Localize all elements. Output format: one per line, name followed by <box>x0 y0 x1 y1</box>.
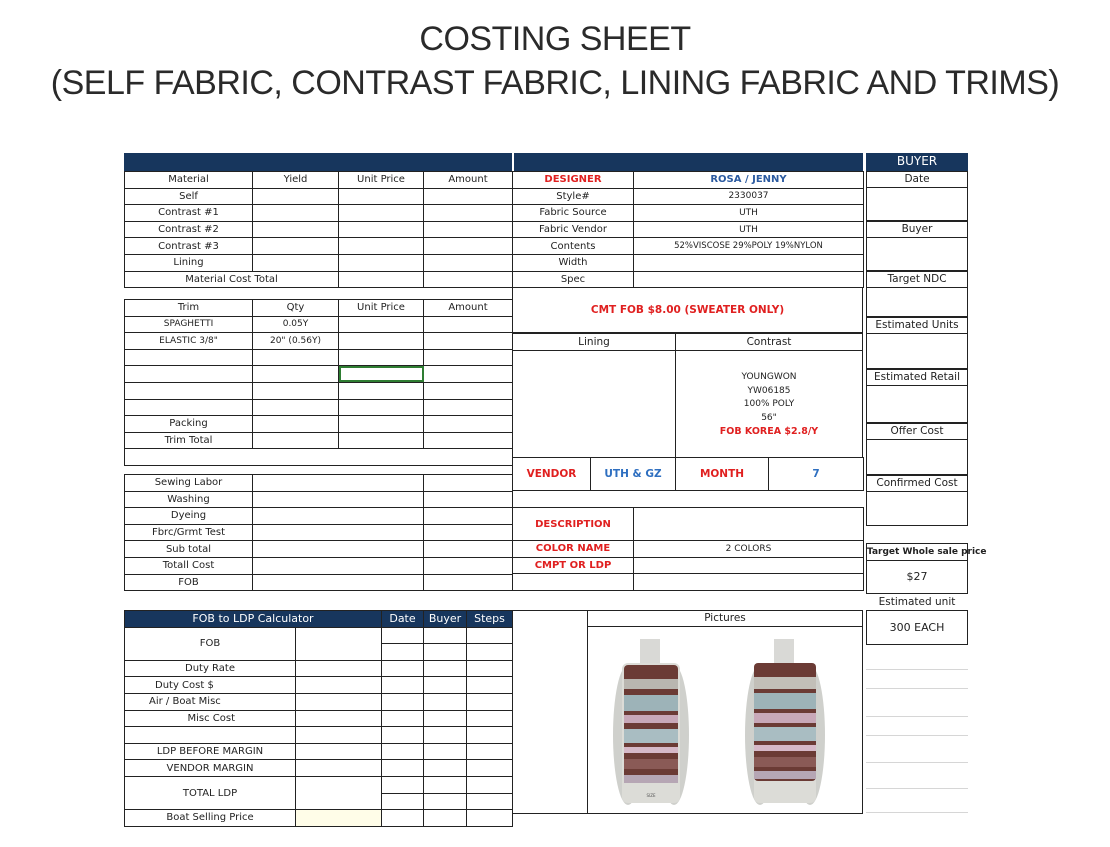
trim-cell[interactable] <box>339 349 424 366</box>
spec-value[interactable] <box>634 271 864 288</box>
calc-steps-header: Steps <box>467 611 513 628</box>
trim-cell[interactable] <box>424 366 513 383</box>
material-row-label: Self <box>125 188 253 205</box>
grid-line <box>866 688 968 689</box>
offer-cost-label-cell <box>866 423 968 440</box>
labor-label: Dyeing <box>125 508 253 525</box>
labor-label: Totall Cost <box>125 557 253 574</box>
pictures-header <box>587 610 863 627</box>
contrast-code: YW06185 <box>747 385 791 396</box>
labor-cell[interactable] <box>424 524 513 541</box>
estimated-unit-value-cell[interactable] <box>866 610 968 645</box>
sweater-image-1 <box>594 637 704 813</box>
material-row-label: Contrast #3 <box>125 238 253 255</box>
trim-qty[interactable]: 0.05Y <box>253 316 339 333</box>
material-cell[interactable] <box>253 238 339 255</box>
cmt-fob-box <box>512 287 863 333</box>
grid-line <box>866 669 968 670</box>
material-cell[interactable] <box>253 254 339 271</box>
calc-cell[interactable] <box>296 727 382 744</box>
trim-table <box>124 299 513 466</box>
lining-area[interactable] <box>512 350 676 458</box>
target-wholesale-value: $27 <box>906 570 928 583</box>
target-wholesale-label: Target Whole sale price <box>867 547 987 557</box>
calc-cell[interactable] <box>467 793 513 810</box>
labor-cell[interactable] <box>253 541 424 558</box>
trim-cell[interactable] <box>125 399 253 416</box>
calc-cell[interactable] <box>125 727 296 744</box>
calc-cell[interactable] <box>424 710 467 727</box>
calc-cell[interactable] <box>424 743 467 760</box>
calc-cell[interactable] <box>382 793 424 810</box>
calc-cell[interactable] <box>424 760 467 777</box>
info-label: Fabric Vendor <box>513 221 634 238</box>
yield-col-header: Yield <box>253 172 339 189</box>
calc-cell[interactable] <box>296 693 382 710</box>
trim-qty[interactable]: 20" (0.56Y) <box>253 333 339 350</box>
cmpt-ldp-value[interactable] <box>634 557 864 574</box>
trim-cell[interactable] <box>339 416 424 433</box>
calc-label: Duty Cost $ <box>125 677 296 694</box>
trim-cell[interactable] <box>125 366 253 383</box>
material-cell[interactable] <box>253 188 339 205</box>
contrast-mill: YOUNGWON <box>741 372 797 382</box>
info-label: Fabric Source <box>513 205 634 222</box>
boat-selling-price-cell[interactable] <box>296 810 382 827</box>
labor-cell[interactable] <box>424 491 513 508</box>
material-cell[interactable] <box>253 221 339 238</box>
calc-cell[interactable] <box>424 644 467 661</box>
info-label: Style# <box>513 188 634 205</box>
amount-col-header: Amount <box>424 300 513 317</box>
lining-label: Lining <box>578 336 610 348</box>
calc-cell[interactable] <box>382 727 424 744</box>
calc-cell[interactable] <box>296 760 382 777</box>
target-ndc-label-cell <box>866 271 968 288</box>
material-cell[interactable] <box>253 205 339 222</box>
calc-label: VENDOR MARGIN <box>125 760 296 777</box>
calculator-title: FOB to LDP Calculator <box>125 611 382 628</box>
fabric-contents[interactable]: 52%VISCOSE 29%POLY 19%NYLON <box>634 238 864 255</box>
calc-cell[interactable] <box>382 710 424 727</box>
month-value[interactable]: 7 <box>769 458 864 491</box>
calc-cell[interactable] <box>467 677 513 694</box>
calc-label: Boat Selling Price <box>125 810 296 827</box>
calc-cell[interactable] <box>296 627 382 660</box>
material-table <box>124 171 513 288</box>
labor-cell[interactable] <box>424 574 513 591</box>
fabric-width[interactable] <box>634 254 864 271</box>
trim-cell[interactable] <box>253 416 339 433</box>
buyer-buyer-value[interactable] <box>866 237 968 271</box>
trim-total-label: Trim Total <box>125 432 253 449</box>
qty-col-header: Qty <box>253 300 339 317</box>
trim-name: ELASTIC 3/8" <box>125 333 253 350</box>
buyer-label: Date <box>904 173 930 185</box>
estimated-units-value[interactable] <box>866 333 968 369</box>
color-name-label: COLOR NAME <box>513 541 634 558</box>
calc-cell[interactable] <box>382 644 424 661</box>
contrast-header <box>675 333 863 351</box>
trim-col-header: Trim <box>125 300 253 317</box>
material-cell[interactable] <box>424 188 513 205</box>
description-value[interactable] <box>634 508 864 541</box>
confirmed-cost-value[interactable] <box>866 491 968 526</box>
material-header-bar <box>124 153 512 171</box>
calc-cell[interactable] <box>382 810 424 827</box>
vendor-label: VENDOR <box>513 458 591 491</box>
material-cell[interactable] <box>339 254 424 271</box>
confirmed-cost-label-cell <box>866 475 968 492</box>
labor-cell[interactable] <box>424 541 513 558</box>
calc-cell[interactable] <box>382 693 424 710</box>
calc-cell[interactable] <box>467 644 513 661</box>
calc-cell[interactable] <box>467 627 513 644</box>
calc-cell[interactable] <box>424 660 467 677</box>
calc-cell[interactable] <box>296 660 382 677</box>
packing-label: Packing <box>125 416 253 433</box>
amount-col-header: Amount <box>424 172 513 189</box>
trim-cell[interactable] <box>424 382 513 399</box>
cmt-fob-text: CMT FOB $8.00 (SWEATER ONLY) <box>590 304 785 316</box>
material-row-label: Contrast #1 <box>125 205 253 222</box>
calc-label: LDP BEFORE MARGIN <box>125 743 296 760</box>
unit-price-col-header: Unit Price <box>339 172 424 189</box>
buyer-buyer-label-cell <box>866 221 968 238</box>
description-label: DESCRIPTION <box>513 508 634 541</box>
style-info-table <box>512 171 864 288</box>
labor-cell[interactable] <box>253 475 424 492</box>
grid-line <box>866 788 968 789</box>
material-cell[interactable] <box>339 271 424 288</box>
description-table <box>512 507 864 591</box>
calc-cell[interactable] <box>467 660 513 677</box>
designer-label: DESIGNER <box>513 172 634 189</box>
material-total-label: Material Cost Total <box>125 271 339 288</box>
labor-cell[interactable] <box>253 574 424 591</box>
trim-cell[interactable] <box>253 399 339 416</box>
trim-name: SPAGHETTI <box>125 316 253 333</box>
calc-cell[interactable] <box>467 710 513 727</box>
target-ndc-value[interactable] <box>866 287 968 317</box>
material-cell[interactable] <box>424 205 513 222</box>
calc-cell[interactable] <box>382 760 424 777</box>
estimated-unit-value: 300 EACH <box>889 621 945 634</box>
calc-cell[interactable] <box>296 710 382 727</box>
calc-cell[interactable] <box>382 776 424 793</box>
trim-cell[interactable] <box>424 399 513 416</box>
page-subtitle: (SELF FABRIC, CONTRAST FABRIC, LINING FABRIC AND TRIMS) <box>50 64 1060 102</box>
estimated-retail-label-cell <box>866 369 968 386</box>
calc-cell[interactable] <box>467 693 513 710</box>
style-number[interactable]: 2330037 <box>634 188 864 205</box>
calc-cell[interactable] <box>296 677 382 694</box>
buyer-date-label-cell <box>866 171 968 188</box>
buyer-label: Buyer <box>901 223 933 235</box>
labor-cell[interactable] <box>253 491 424 508</box>
calc-cell[interactable] <box>424 793 467 810</box>
labor-cell[interactable] <box>424 557 513 574</box>
contrast-label: Contrast <box>746 336 792 348</box>
svg-text:SIZE: SIZE <box>646 793 656 798</box>
labor-cell[interactable] <box>253 557 424 574</box>
calc-cell[interactable] <box>382 627 424 644</box>
estimated-units-label-cell <box>866 317 968 334</box>
grid-line <box>866 762 968 763</box>
calc-date-header: Date <box>382 611 424 628</box>
estimated-unit-label: Estimated unit <box>878 596 956 608</box>
contrast-fob: FOB KOREA $2.8/Y <box>719 426 819 437</box>
estimated-retail-value[interactable] <box>866 385 968 423</box>
trim-cell[interactable] <box>339 382 424 399</box>
calc-cell[interactable] <box>467 743 513 760</box>
buyer-label: Confirmed Cost <box>876 477 958 489</box>
material-cell[interactable] <box>424 221 513 238</box>
labor-cell[interactable] <box>424 475 513 492</box>
labor-label: Sub total <box>125 541 253 558</box>
labor-label: FOB <box>125 574 253 591</box>
trim-cell[interactable] <box>424 349 513 366</box>
calc-cell[interactable] <box>382 660 424 677</box>
offer-cost-value[interactable] <box>866 439 968 475</box>
material-row-label: Contrast #2 <box>125 221 253 238</box>
designer-value[interactable]: ROSA / JENNY <box>634 172 864 189</box>
buyer-label: Target NDC <box>887 273 947 285</box>
calc-cell[interactable] <box>382 743 424 760</box>
material-cell[interactable] <box>424 238 513 255</box>
buyer-header-label: BUYER <box>896 154 938 168</box>
page-title: COSTING SHEET <box>419 20 691 58</box>
grid-line <box>866 716 968 717</box>
calc-cell[interactable] <box>382 677 424 694</box>
info-label: Width <box>513 254 634 271</box>
contrast-content: 100% POLY <box>743 399 795 409</box>
spacer-row <box>125 449 513 466</box>
calc-cell[interactable] <box>424 677 467 694</box>
calc-label: FOB <box>125 627 296 660</box>
fabric-vendor[interactable]: UTH <box>634 221 864 238</box>
trim-cell[interactable] <box>424 333 513 350</box>
trim-cell[interactable] <box>424 416 513 433</box>
trim-cell[interactable] <box>253 349 339 366</box>
fabric-source[interactable]: UTH <box>634 205 864 222</box>
labor-label: Washing <box>125 491 253 508</box>
calc-label: Misc Cost <box>125 710 296 727</box>
info-label: Spec <box>513 271 634 288</box>
ldp-calculator-table <box>124 610 513 827</box>
buyer-label: Offer Cost <box>890 425 944 437</box>
material-cell[interactable] <box>339 221 424 238</box>
contrast-width: 56" <box>761 412 777 423</box>
trim-cell[interactable] <box>253 382 339 399</box>
trim-cell[interactable] <box>424 432 513 449</box>
info-cell[interactable] <box>513 574 634 591</box>
labor-label: Sewing Labor <box>125 475 253 492</box>
calc-cell[interactable] <box>296 776 382 809</box>
buyer-label: Estimated Retail <box>873 371 961 383</box>
target-wholesale-value-cell[interactable] <box>866 560 968 594</box>
cmpt-ldp-label: CMPT OR LDP <box>513 557 634 574</box>
labor-table <box>124 474 513 591</box>
color-name-value[interactable]: 2 COLORS <box>634 541 864 558</box>
material-cell[interactable] <box>424 271 513 288</box>
labor-cell[interactable] <box>253 524 424 541</box>
info-cell[interactable] <box>634 574 864 591</box>
calc-cell[interactable] <box>424 693 467 710</box>
trim-cell[interactable] <box>339 316 424 333</box>
trim-cell[interactable] <box>339 399 424 416</box>
labor-label: Fbrc/Grmt Test <box>125 524 253 541</box>
calc-label: TOTAL LDP <box>125 776 296 809</box>
calc-label: Air / Boat Misc <box>125 693 296 710</box>
contrast-area <box>675 350 863 458</box>
sweater-image-2 <box>730 637 840 813</box>
calc-cell[interactable] <box>467 810 513 827</box>
trim-cell[interactable] <box>339 432 424 449</box>
info-label: Contents <box>513 238 634 255</box>
calc-cell[interactable] <box>467 776 513 793</box>
material-cell[interactable] <box>339 238 424 255</box>
vendor-row <box>512 457 864 491</box>
buyer-label: Estimated Units <box>875 319 959 331</box>
buyer-date-value[interactable] <box>866 187 968 221</box>
calc-cell[interactable] <box>424 776 467 793</box>
trim-cell[interactable] <box>424 316 513 333</box>
trim-cell[interactable] <box>253 432 339 449</box>
pictures-area <box>587 626 863 814</box>
trim-cell[interactable] <box>125 382 253 399</box>
calc-label: Duty Rate <box>125 660 296 677</box>
grid-line <box>866 735 968 736</box>
buyer-header <box>866 153 968 171</box>
calc-cell[interactable] <box>424 810 467 827</box>
trim-cell[interactable] <box>339 333 424 350</box>
trim-cell[interactable] <box>125 349 253 366</box>
calc-cell[interactable] <box>296 743 382 760</box>
material-cell[interactable] <box>339 205 424 222</box>
selected-cell[interactable] <box>339 366 424 383</box>
labor-cell[interactable] <box>253 508 424 525</box>
calc-cell[interactable] <box>424 727 467 744</box>
calc-buyer-header: Buyer <box>424 611 467 628</box>
unit-price-col-header: Unit Price <box>339 300 424 317</box>
material-cell[interactable] <box>424 254 513 271</box>
pictures-label: Pictures <box>704 612 746 624</box>
trim-cell[interactable] <box>253 366 339 383</box>
grid-line <box>866 812 968 813</box>
info-header-bar <box>512 153 863 171</box>
calc-cell[interactable] <box>424 627 467 644</box>
calc-cell[interactable] <box>467 727 513 744</box>
vendor-value[interactable]: UTH & GZ <box>591 458 676 491</box>
material-col-header: Material <box>125 172 253 189</box>
target-wholesale-label-cell <box>866 543 987 561</box>
lining-header <box>512 333 676 351</box>
pictures-left-margin <box>512 610 588 814</box>
material-row-label: Lining <box>125 254 253 271</box>
material-cell[interactable] <box>339 188 424 205</box>
month-label: MONTH <box>676 458 769 491</box>
calc-cell[interactable] <box>467 760 513 777</box>
labor-cell[interactable] <box>424 508 513 525</box>
